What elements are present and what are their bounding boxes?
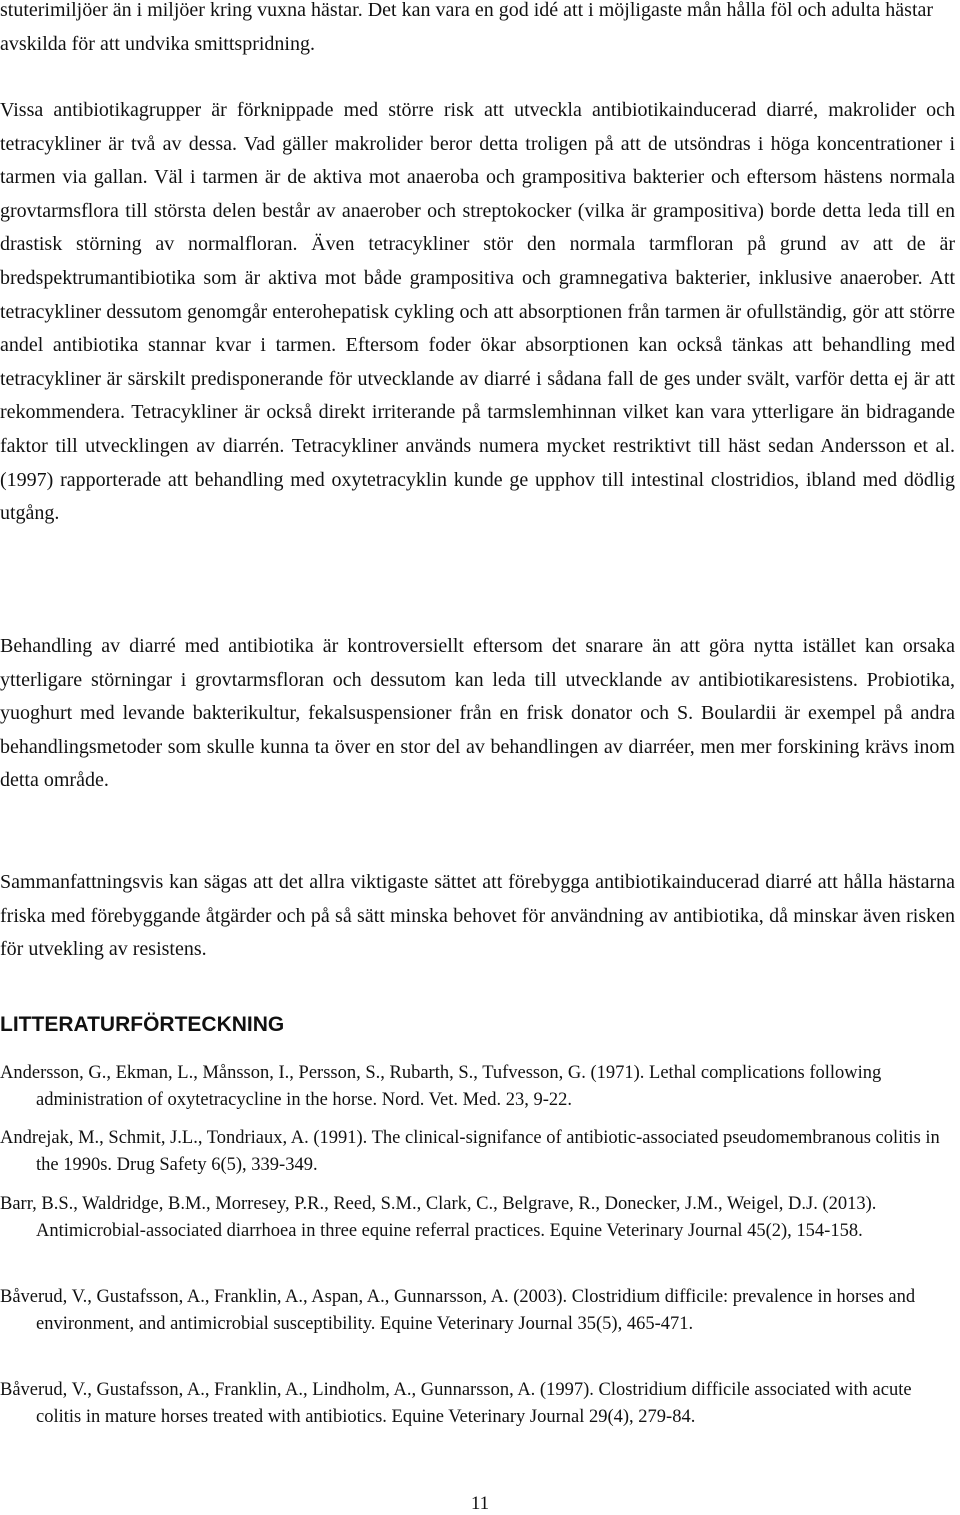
body-paragraph: Sammanfattningsvis kan sägas att det allra viktigaste sättet att förebygga antibiotikainducerad diarré att hålla hästarna friska med förebyggande åtgärder och på så sätt minska behovet för användning av antibiotika, då minskar även risken för utvekling av resistens. (0, 871, 955, 961)
reference-entry: Andersson, G., Ekman, L., Månsson, I., Persson, S., Rubarth, S., Tufvesson, G. (1971). Lethal complications following administration of oxytetracycline in the horse. Nord. Vet. Med. 23, 9-22. (0, 1063, 882, 1110)
reference-entry: Barr, B.S., Waldridge, B.M., Morresey, P.R., Reed, S.M., Clark, C., Belgrave, R., Donecker, J.M., Weigel, D.J. (2013). Antimicrobial-associated diarrhoea in three equine referral practices. Equine Veterinary Journal 45(2), 154-158. (0, 1194, 877, 1241)
reference-entry: Båverud, V., Gustafsson, A., Franklin, A., Aspan, A., Gunnarsson, A. (2003). Clostridium difficile: prevalence in horses and environment, and antimicrobial susceptibility. Equine Veterinary Journal 35(5), 465-471. (0, 1287, 916, 1334)
body-paragraph: Vissa antibiotikagrupper är förknippade med större risk att utveckla antibiotikainducerad diarré, makrolider och tetracykliner är två av dessa. Vad gäller makrolider beror detta troligen på att de utsöndras i höga koncentrationer i tarmen via gallan. Väl i tarmen är de aktiva mot anaeroba och grampositiva bakterier och eftersom hästens normala grovtarmsflora till största delen består av anaerober och streptokocker (vilka är grampositiva) borde detta leda till en drastisk störning av normalfloran. Även tetracykliner stör den normala tarmfloran på grund av att de är bredspektrumantibiotika som är aktiva mot både grampositiva och gramnegativa bakterier, inklusive anaerober. Att tetracykliner dessutom genomgår enterohepatisk cykling och att absorptionen från tarmen är ofullständig, gör att större andel antibiotika stannar kvar i tarmen. Eftersom foder ökar absorptionen kan också tänkas att behandling med tetracykliner är särskilt predisponerande för utvecklande av diarré i sådana fall de ges under svält, varför detta ej är att rekommendera. Tetracykliner är också direkt irriterande på tarmslemhinnan vilket kan vara ytterligare än bidragande faktor till utvecklingen av diarrén. Tetracykliner används numera mycket restriktivt till häst sedan Andersson et al. (1997) rapporterade att behandling med oxytetracyklin kunde ge upphov till intestinal clostridios, ibland med dödlig utgång. (0, 99, 955, 525)
body-paragraph: Behandling av diarré med antibiotika är kontroversiellt eftersom det snarare än att göra nytta istället kan orsaka ytterligare störningar i grovtarmsfloran och dessutom kan leda till utvecklande av antibiotikaresistens. Probiotika, yuoghurt med levande bakterikultur, fekalsuspensioner från en frisk donator och S. Boulardii är exempel på andra behandlingsmetoder som skulle kunna ta över en stor del av behandlingen av diarréer, men mer forskining krävs inom detta område. (0, 635, 955, 792)
reference-entry: Båverud, V., Gustafsson, A., Franklin, A., Lindholm, A., Gunnarsson, A. (1997). Clostridium difficile associated with acute colitis in mature horses treated with antibiotics. Equine Veterinary Journal 29(4), 279-84. (0, 1380, 912, 1427)
body-paragraph: stuterimiljöer än i miljöer kring vuxna hästar. Det kan vara en god idé att i möjligaste mån hålla föl och adulta hästar avskilda för att undvika smittspridning. (0, 0, 934, 55)
references-heading: LITTERATURFÖRTECKNING (0, 1013, 285, 1036)
page-number: 11 (470, 1493, 490, 1514)
reference-entry: Andrejak, M., Schmit, J.L., Tondriaux, A. (1991). The clinical-signifance of antibiotic-associated pseudomembranous colitis in the 1990s. Drug Safety 6(5), 339-349. (0, 1128, 940, 1175)
